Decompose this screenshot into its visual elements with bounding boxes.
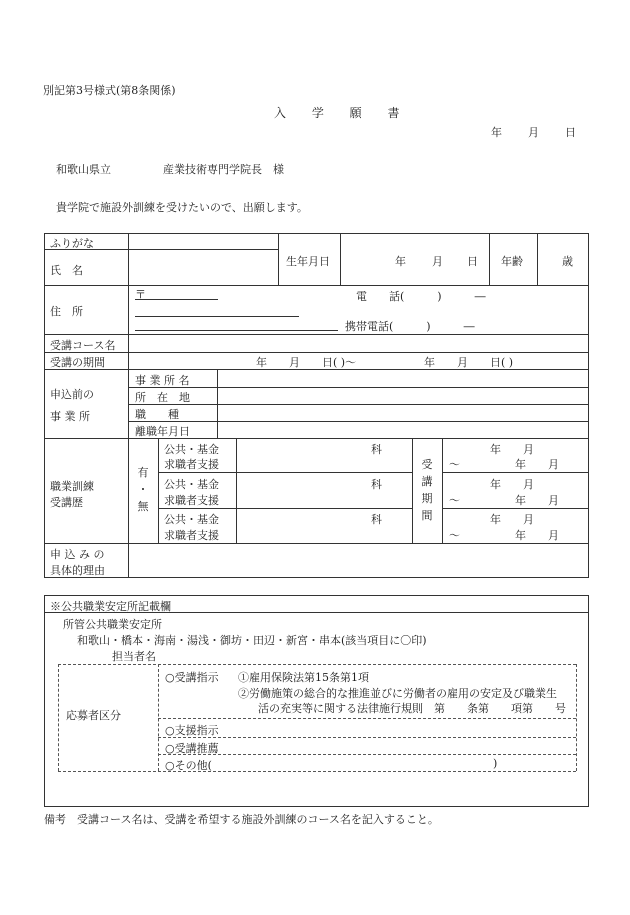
location-label: 所 在 地 xyxy=(135,391,190,404)
date-year-label: 年 xyxy=(491,126,502,139)
staff-label: 担当者名 xyxy=(112,650,156,663)
instruction-item-2a: ②労働施策の総合的な推進並びに労働者の雇用の安定及び職業生 xyxy=(238,687,557,700)
no-label: 無 xyxy=(137,500,149,513)
addressee: 産業技術専門学院長 様 xyxy=(163,163,284,176)
reason-label-2: 具体的理由 xyxy=(50,564,105,577)
name-field[interactable] xyxy=(129,234,277,284)
period-char-3: 期 xyxy=(421,492,433,505)
office-label: 所管公共職業安定所 xyxy=(63,618,162,631)
other-option[interactable]: ○その他( xyxy=(165,759,212,772)
mobile-label: 携帯電話( ) ― xyxy=(345,320,475,333)
training-history-label-1: 職業訓練 xyxy=(50,480,94,493)
training-history-label-2: 受講歴 xyxy=(50,496,83,509)
period-label: 受講の期間 xyxy=(50,356,105,369)
course-name-field[interactable] xyxy=(129,335,588,351)
period-char-1: 受 xyxy=(421,458,433,471)
footer-note: 備考 受講コース名は、受講を希望する施設外訓練のコース名を記入すること。 xyxy=(44,813,439,826)
address-line-2[interactable] xyxy=(135,330,338,331)
name-label: 氏 名 xyxy=(50,264,83,277)
history-to-3: 〜 年 月 xyxy=(449,529,559,542)
instruction-item-1: ①雇用保険法第15条第1項 xyxy=(238,671,369,684)
age-unit: 歳 xyxy=(562,255,573,268)
yes-no-toggle[interactable] xyxy=(136,464,150,515)
birth-day-label: 日 xyxy=(467,255,478,268)
birth-month-label: 月 xyxy=(432,255,443,268)
form-number: 別記第3号様式(第8条関係) xyxy=(43,84,176,97)
postal-mark: 〒 xyxy=(135,288,146,301)
leave-date-label: 離職年月日 xyxy=(135,425,190,438)
birth-year-label: 年 xyxy=(395,255,406,268)
birthdate-field[interactable] xyxy=(341,234,488,284)
history-dept-3: 科 xyxy=(371,513,382,526)
office-options: 和歌山・橋本・海南・湯浅・御坊・田辺・新宮・串本(該当項目に〇印) xyxy=(77,634,427,647)
period-vertical-label xyxy=(420,456,434,524)
course-name-label: 受講コース名 xyxy=(50,339,116,352)
office-name-field[interactable] xyxy=(218,370,588,386)
yes-label: 有 xyxy=(137,466,149,479)
page-title: 入 学 願 書 xyxy=(274,106,411,120)
history-to-2: 〜 年 月 xyxy=(449,494,559,507)
postal-code-line[interactable] xyxy=(135,299,218,300)
period-from: 年 月 日( )〜 xyxy=(256,356,357,369)
history-dept-2: 科 xyxy=(371,478,382,491)
addressee-prefix: 和歌山県立 xyxy=(56,163,111,176)
job-type-field[interactable] xyxy=(218,405,588,420)
hello-work-title: ※公共職業安定所記載欄 xyxy=(50,600,171,613)
birthdate-label: 生年月日 xyxy=(286,255,330,268)
furigana-label: ふりがな xyxy=(50,237,94,250)
history-type-2a: 公共・基金 xyxy=(164,478,219,491)
instruction-option[interactable]: ○受講指示 xyxy=(165,671,219,684)
address-label: 住 所 xyxy=(50,305,83,318)
history-from-1: 年 月 xyxy=(490,443,534,456)
history-type-1b: 求職者支援 xyxy=(164,458,219,471)
age-label: 年齢 xyxy=(501,255,523,268)
support-option[interactable]: ○支援指示 xyxy=(165,724,219,737)
phone-label: 電 話( ) ― xyxy=(356,290,486,303)
other-close-paren: ) xyxy=(493,757,498,770)
recommend-option[interactable]: ○受講推薦 xyxy=(165,742,219,755)
reason-field[interactable] xyxy=(129,544,588,577)
age-field[interactable] xyxy=(538,234,560,284)
leave-date-field[interactable] xyxy=(218,422,588,437)
period-char-2: 講 xyxy=(421,475,433,488)
reason-label-1: 申 込 み の xyxy=(50,548,105,561)
date-day-label: 日 xyxy=(565,126,576,139)
prev-employer-label-2: 事 業 所 xyxy=(50,410,90,423)
prev-employer-label-1: 申込前の xyxy=(50,388,94,401)
job-type-label: 職 種 xyxy=(135,408,179,421)
history-type-1a: 公共・基金 xyxy=(164,443,219,456)
location-field[interactable] xyxy=(218,388,588,403)
dot-separator: ・ xyxy=(137,483,149,496)
history-type-2b: 求職者支援 xyxy=(164,494,219,507)
period-to: 年 月 日( ) xyxy=(424,356,514,369)
history-type-3a: 公共・基金 xyxy=(164,513,219,526)
intro-text: 貴学院で施設外訓練を受けたいので、出願します。 xyxy=(56,201,308,214)
address-line-1[interactable] xyxy=(135,316,299,317)
category-label: 応募者区分 xyxy=(66,709,121,722)
date-month-label: 月 xyxy=(528,126,539,139)
office-name-label: 事 業 所 名 xyxy=(135,374,190,387)
history-dept-1: 科 xyxy=(371,443,382,456)
period-char-4: 間 xyxy=(421,509,433,522)
history-from-2: 年 月 xyxy=(490,478,534,491)
history-from-3: 年 月 xyxy=(490,513,534,526)
history-type-3b: 求職者支援 xyxy=(164,529,219,542)
instruction-item-2b: 活の充実等に関する法律施行規則 第 条第 項第 号 xyxy=(258,702,566,715)
history-to-1: 〜 年 月 xyxy=(449,458,559,471)
